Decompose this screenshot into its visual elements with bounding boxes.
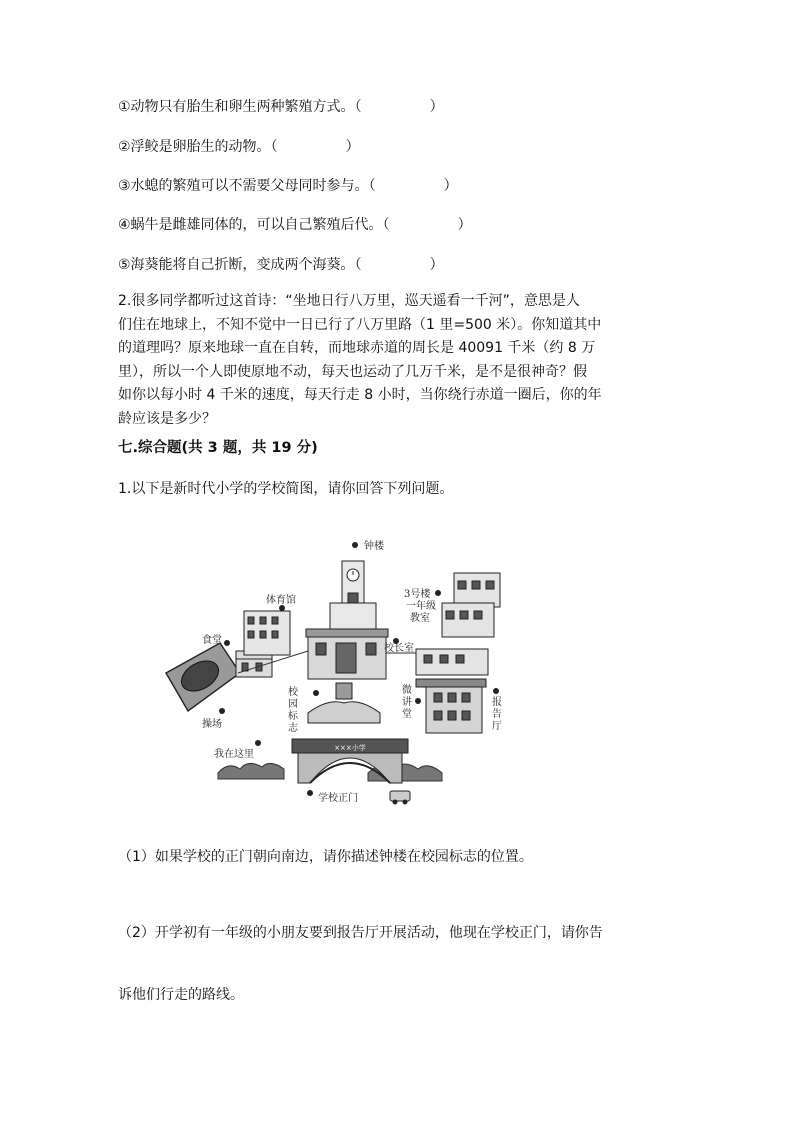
micro-hall-label: [402, 683, 412, 720]
judgment-item-5: ⑤海葵能将自己折断，变成两个海葵。（ ）: [118, 257, 444, 273]
svg-text:志: 志: [288, 723, 298, 734]
here-label: 我在这里: [214, 749, 254, 760]
principal-building: [306, 629, 420, 679]
judgment-item-1: ①动物只有胎生和卵生两种繁殖方式。（ ）: [118, 99, 444, 115]
bus-icon: [390, 791, 410, 804]
sub-question-2-line-1: （2）开学初有一年级的小朋友要到报告厅开展活动，他现在学校正门，请你告: [118, 925, 603, 941]
gym-label: 体育馆: [266, 595, 296, 606]
bell-tower: [330, 561, 376, 633]
main-gate-label: 学校正门: [318, 793, 358, 804]
svg-text:校: 校: [288, 687, 298, 698]
gate-sign-text: ×××小学: [334, 744, 366, 752]
question-1-intro: 1.以下是新时代小学的学校简图，请你回答下列问题。: [118, 481, 454, 497]
section-heading: 七.综合题(共 3 题，共 19 分): [118, 440, 318, 456]
svg-text:厅: 厅: [492, 721, 502, 732]
campus-logo-label: [288, 685, 299, 734]
school-map: [158, 533, 518, 813]
judgment-item-4: ④蜗牛是雌雄同体的，可以自己繁殖后代。（ ）: [118, 217, 472, 233]
tree-line: [218, 763, 442, 781]
judgment-item-3: ③水螅的繁殖可以不需要父母同时参与。（ ）: [118, 178, 458, 194]
svg-text:报: 报: [492, 697, 502, 708]
principal-label: 校长室: [384, 643, 414, 654]
building-3-label: 3号楼: [404, 589, 431, 600]
svg-text:园: 园: [288, 699, 298, 710]
canteen-label: 食堂: [202, 635, 222, 646]
playground: [166, 643, 240, 711]
svg-text:告: 告: [492, 709, 502, 720]
question-2: 2.很多同学都听过这首诗：“坐地日行八万里，巡天遥看一千河”，意思是人 们住在地球上，不知不觉中一日已行了八万里路（1 里=500 米）。你知道其中 的道理吗？原来地球一直在自转，而地球赤道的周长是 40091 千米（约 8 万 里），所以一个人即使原地不动，每天也运动了几万千米，是不是很神奇？假 如你以每小时 4 千米的速度，每天行走 8 小时，当你绕行赤道一圈后，你的年 龄应该是多少？: [118, 293, 602, 427]
svg-text:堂: 堂: [402, 709, 412, 720]
judgment-item-2: ②浮鲛是卵胎生的动物。（ ）: [118, 139, 360, 155]
playground-label: 操场: [202, 719, 222, 730]
sub-question-2-line-2: 诉他们行走的路线。: [118, 987, 244, 1003]
svg-text:微: 微: [402, 685, 412, 696]
classroom-label: 教室: [410, 613, 430, 624]
bell-tower-label: 钟楼: [364, 541, 384, 552]
report-hall-building: [416, 679, 486, 733]
campus-logo: [308, 683, 380, 723]
svg-text:标: 标: [288, 711, 298, 722]
report-hall-label: [492, 695, 502, 732]
grade1-label: 一年级: [406, 601, 436, 612]
svg-text:讲: 讲: [402, 697, 412, 708]
school-gate: [292, 739, 408, 783]
sub-question-1: （1）如果学校的正门朝向南边，请你描述钟楼在校园标志的位置。: [118, 849, 533, 865]
